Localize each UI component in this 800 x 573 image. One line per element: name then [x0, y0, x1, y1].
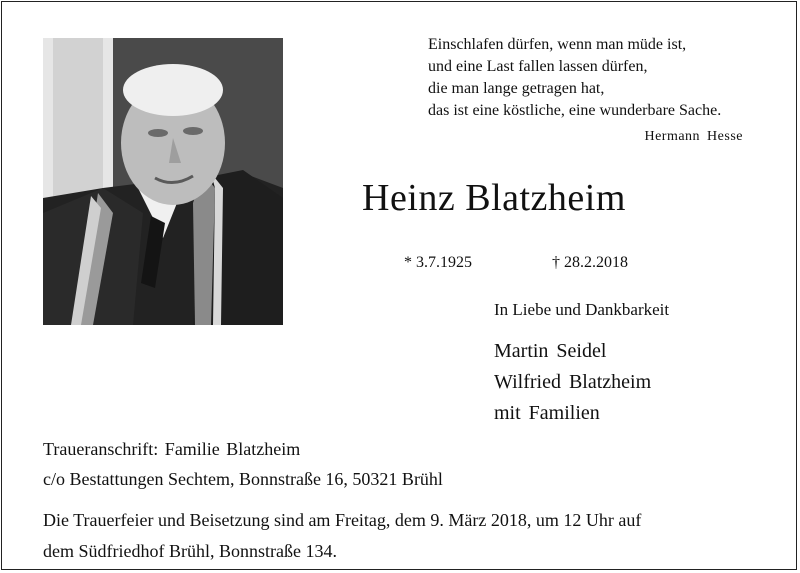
- ceremony-info: [43, 505, 768, 567]
- deceased-name: Heinz Blatzheim: [362, 177, 626, 219]
- poem-line: das ist eine köstliche, eine wunderbare Sache.: [428, 102, 722, 119]
- mourner-name: Wilfried Blatzheim: [494, 371, 652, 393]
- death-date: † 28.2.2018: [552, 254, 628, 271]
- mourner-name: mit Familien: [494, 402, 600, 424]
- address-line: c/o Bestattungen Sechtem, Bonnstraße 16, 50321 Brühl: [43, 469, 443, 489]
- mourner-name: Martin Seidel: [494, 340, 607, 362]
- poem-line: und eine Last fallen lassen dürfen,: [428, 58, 648, 75]
- address-line: Traueranschrift: Familie Blatzheim: [43, 439, 301, 459]
- birth-date: * 3.7.1925: [404, 254, 472, 271]
- portrait-photo: [43, 38, 283, 325]
- poem-line: Einschlafen dürfen, wenn man müde ist,: [428, 36, 687, 53]
- mourning-address: [43, 434, 443, 494]
- gratitude-line: In Liebe und Dankbarkeit: [494, 300, 670, 319]
- poem-line: die man lange getragen hat,: [428, 80, 605, 97]
- ceremony-line: Die Trauerfeier und Beisetzung sind am Freitag, dem 9. März 2018, um 12 Uhr auf: [43, 510, 642, 530]
- poem-author: Hermann Hesse: [644, 129, 743, 144]
- mourners-list: [494, 336, 651, 429]
- ceremony-line: dem Südfriedhof Brühl, Bonnstraße 134.: [43, 541, 337, 561]
- poem: [428, 34, 721, 122]
